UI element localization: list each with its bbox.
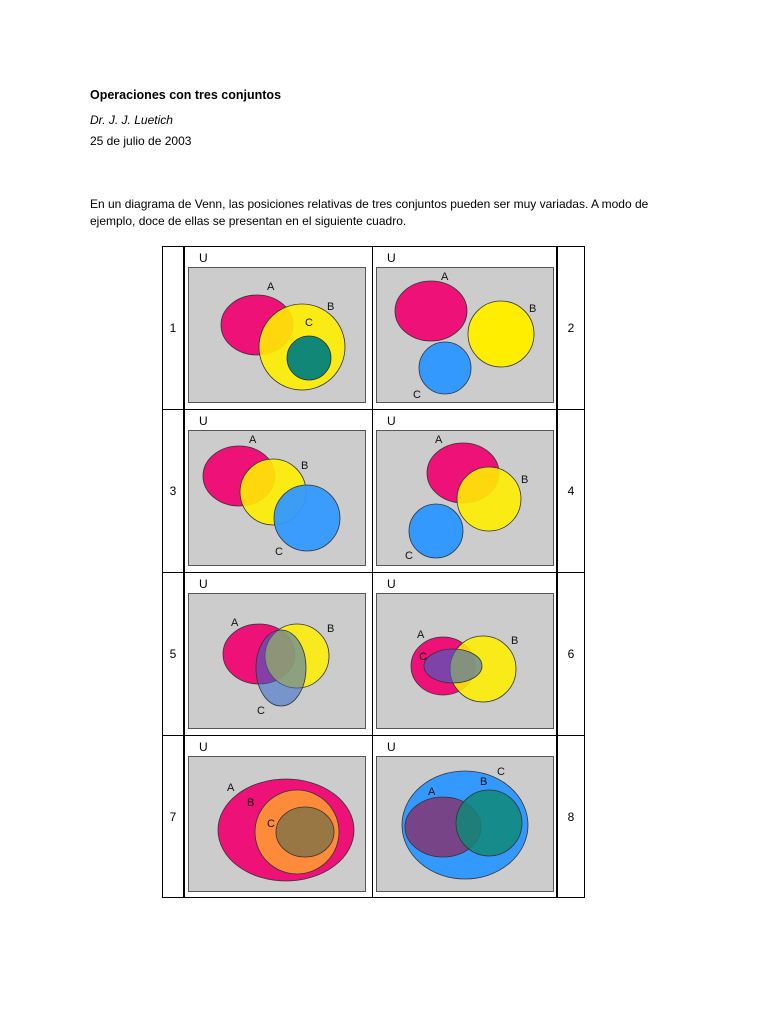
universe-label: U	[387, 414, 396, 428]
set-c-label: C	[497, 766, 505, 778]
row-number-8: 8	[557, 736, 585, 898]
universe-rect	[376, 430, 554, 566]
universe-label: U	[387, 577, 396, 591]
universe-label: U	[387, 740, 396, 754]
set-c-ellipse	[276, 807, 334, 857]
universe-rect	[376, 593, 554, 729]
set-b-label: B	[247, 797, 255, 809]
set-c-circle	[419, 342, 471, 394]
document-date: 25 de julio de 2003	[90, 134, 192, 148]
set-c-label: C	[267, 818, 275, 830]
set-a-label: A	[435, 434, 443, 446]
row-number-7: 7	[163, 736, 185, 898]
intro-paragraph: En un diagrama de Venn, las posiciones relativas de tres conjuntos pueden ser muy variadas. A modo de ejemplo, doce de ellas se presentan en el siguiente cuadro.	[90, 197, 649, 228]
row-number-4: 4	[557, 410, 585, 573]
set-b-label: B	[327, 623, 335, 635]
document-header	[90, 88, 281, 148]
set-a-label: A	[231, 617, 239, 629]
row-number-1: 1	[163, 247, 185, 410]
set-b-circle	[457, 467, 521, 531]
set-b-label: B	[480, 776, 488, 788]
set-c-label: C	[275, 546, 283, 558]
set-c-label: C	[413, 389, 421, 401]
set-a-label: A	[428, 786, 436, 798]
universe-rect	[376, 267, 554, 403]
set-c-circle	[409, 504, 463, 558]
venn-diagram-2	[373, 247, 557, 410]
set-a-label: A	[227, 782, 235, 794]
venn-diagram-1	[185, 247, 373, 410]
set-b-label: B	[529, 303, 537, 315]
set-a-label: A	[417, 629, 425, 641]
set-a-label: A	[267, 281, 275, 293]
universe-label: U	[199, 251, 208, 265]
set-c-label: C	[405, 550, 413, 562]
universe-label: U	[199, 414, 208, 428]
venn-diagram-7	[185, 736, 373, 898]
document-author: Dr. J. J. Luetich	[90, 113, 173, 127]
set-b-label: B	[521, 474, 529, 486]
row-number-3: 3	[163, 410, 185, 573]
venn-diagram-4	[373, 410, 557, 573]
universe-rect	[188, 430, 366, 566]
set-c-label: C	[257, 705, 265, 717]
row-number-2: 2	[557, 247, 585, 410]
row-number-6: 6	[557, 573, 585, 736]
universe-rect	[188, 756, 366, 892]
set-c-circle	[287, 336, 331, 380]
set-c-label: C	[419, 651, 427, 663]
set-c-circle	[274, 485, 340, 551]
venn-diagram-5	[185, 573, 373, 736]
universe-rect	[376, 756, 554, 892]
set-a-label: A	[249, 434, 257, 446]
document-title: Operaciones con tres conjuntos	[90, 88, 282, 102]
set-b-circle	[468, 301, 537, 367]
universe-rect	[188, 593, 366, 729]
set-c-ellipse	[424, 649, 482, 683]
set-b-label: B	[511, 635, 519, 647]
set-c-ellipse	[256, 630, 306, 706]
venn-diagram-6	[373, 573, 557, 736]
set-b-circle	[456, 790, 522, 856]
set-c-label: C	[305, 317, 313, 329]
universe-rect	[188, 267, 366, 403]
row-number-5: 5	[163, 573, 185, 736]
venn-table	[162, 246, 585, 898]
set-b-label: B	[301, 460, 309, 472]
set-b-label: B	[327, 301, 335, 313]
venn-diagram-8	[373, 736, 557, 898]
universe-label: U	[387, 251, 396, 265]
universe-label: U	[199, 740, 208, 754]
set-a-label: A	[441, 271, 449, 283]
venn-diagram-3	[185, 410, 373, 573]
set-a-ellipse	[395, 281, 467, 341]
universe-label: U	[199, 577, 208, 591]
